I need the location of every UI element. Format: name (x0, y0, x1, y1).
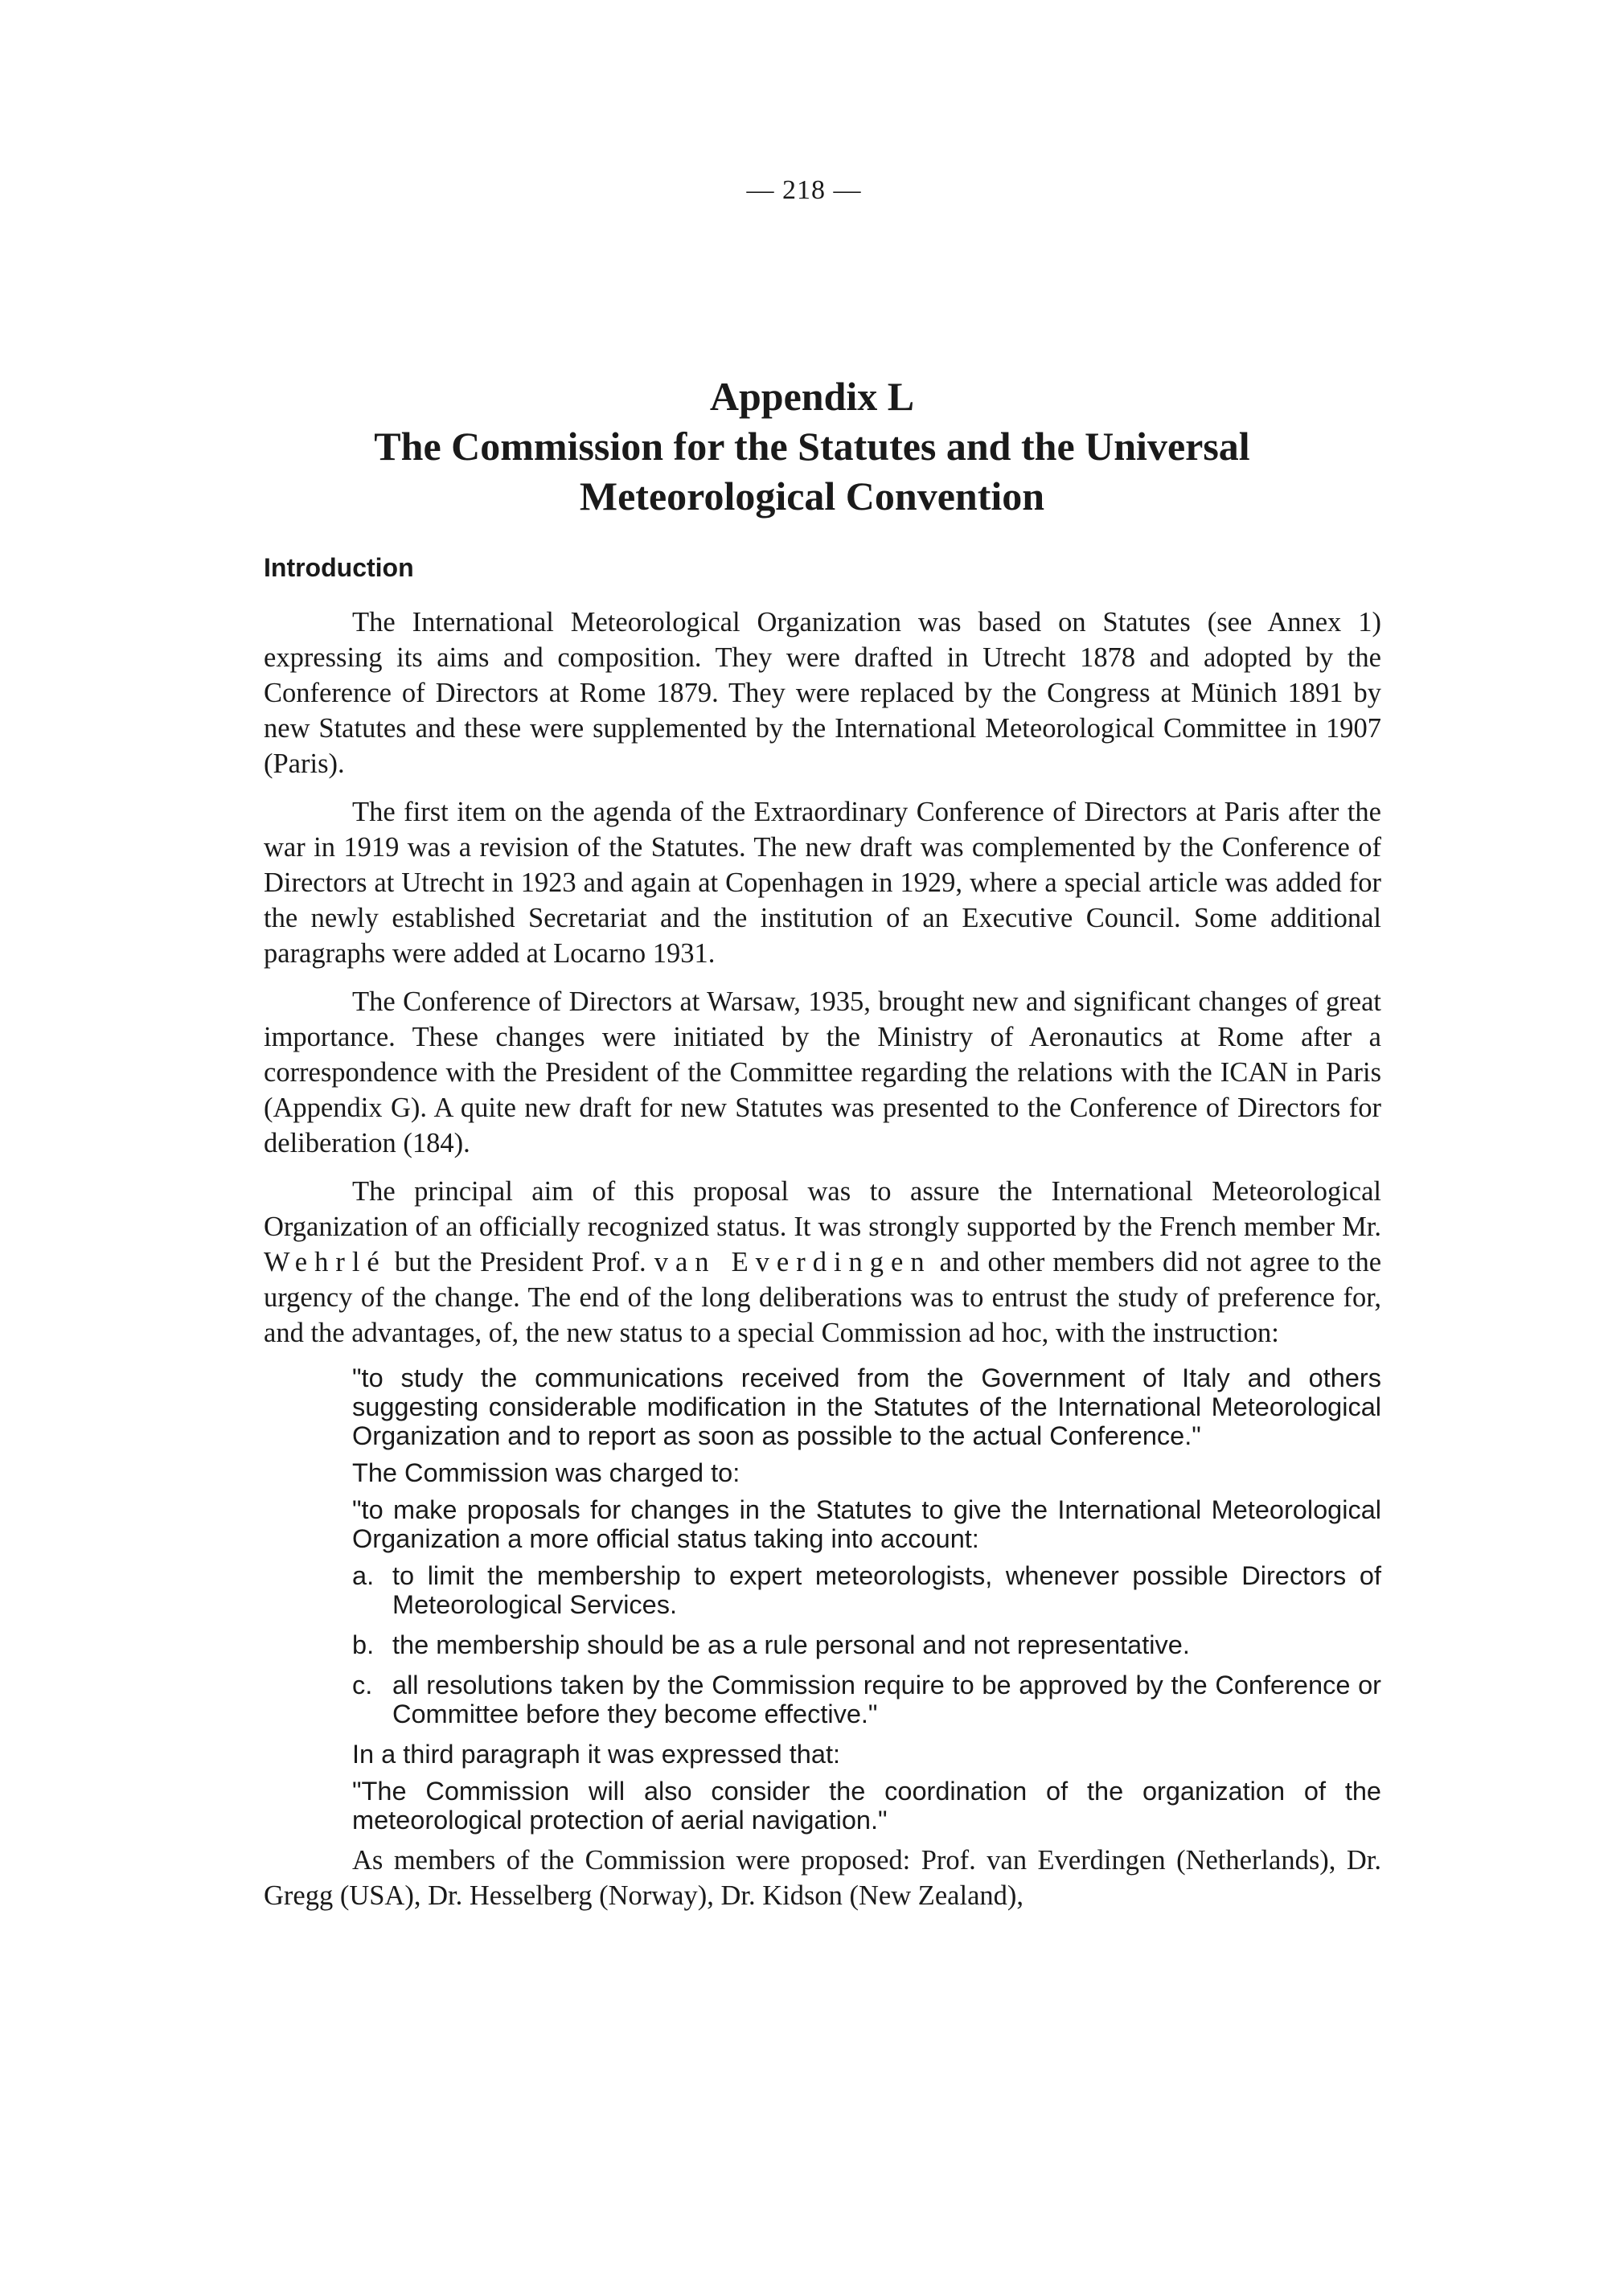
list-item-text: all resolutions taken by the Commission require to be approved by the Conference or Committee before they become effective." (392, 1671, 1381, 1728)
instruction-quote-block (352, 1363, 1381, 1835)
name-van-everdingen: van Everdingen (654, 1247, 932, 1277)
paragraph-2: The first item on the agenda of the Extraordinary Conference of Directors at Paris after the war in 1919 was a revision of the Statutes. The new draft was complemented by the Conference of Directors at Utrecht in 1923 and again at Copenhagen in 1929, where a special article was added for the newly established Secretariat and the institution of an Executive Council. Some additional paragraphs were added at Locarno 1931. (264, 797, 1381, 969)
name-wehrle: Wehrlé (264, 1247, 387, 1277)
title-appendix: Appendix L (709, 374, 915, 419)
quote-charged-to: The Commission was charged to: (352, 1458, 740, 1487)
paragraph-4-part-1: The principal aim of this proposal was to assure the International Meteorological Organization of an officially recognized status. It was strongly supported by the French member Mr. (264, 1176, 1381, 1242)
page-title (241, 371, 1383, 521)
quote-instruction: "to study the communications received from the Government of Italy and others suggesting considerable modification in the Statutes of the International Meteorological Organization and to report as soon as possible to the actual Conference." (352, 1363, 1381, 1450)
list-item-text: the membership should be as a rule personal and not representative. (392, 1630, 1190, 1659)
list-marker: c. (352, 1671, 373, 1699)
list-item-text: to limit the membership to expert meteorologists, whenever possible Directors of Meteorological Services. (392, 1561, 1381, 1619)
list-marker: b. (352, 1630, 375, 1659)
paragraph-3: The Conference of Directors at Warsaw, 1935, brought new and significant changes of great importance. These changes were initiated by the Ministry of Aeronautics at Rome after a correspondence with the President of the Committee regarding the relations with the ICAN in Paris (Appendix G). A quite new draft for new Statutes was presented to the Conference of Directors for deliberation (184). (264, 986, 1381, 1158)
list-item (352, 1671, 1381, 1728)
section-heading-introduction: Introduction (264, 553, 414, 582)
page-number: — 218 — (746, 175, 862, 205)
list-item (352, 1630, 1381, 1659)
paragraph-4-part-2: but the President Prof. (394, 1247, 646, 1277)
paragraph-4-part-3: and other members did not agree to the urgency of the change. The end of the long deliberations was to entrust the study of preference for, and the advantages, of, the new status to a special Commission ad hoc, with the instruction: (264, 1247, 1382, 1348)
paragraph-1: The International Meteorological Organization was based on Statutes (see Annex 1) expressing its aims and composition. They were drafted in Utrecht 1878 and adopted by the Conference of Directors at Rome 1879. They were replaced by the Congress at Münich 1891 by new Statutes and these were supplemented by the International Meteorological Committee in 1907 (Paris). (264, 607, 1381, 779)
list-item (352, 1561, 1381, 1619)
quote-third-paragraph: In a third paragraph it was expressed that: (352, 1740, 841, 1769)
paragraph-4 (264, 1174, 1381, 1351)
title-line-3: Meteorological Convention (579, 474, 1045, 519)
quote-proposals: "to make proposals for changes in the Statutes to give the International Meteorological Organization a more official status taking into account: (352, 1495, 1381, 1553)
quote-coordination: "The Commission will also consider the coordination of the organization of the meteorological protection of aerial navigation." (352, 1777, 1381, 1835)
body-text (264, 605, 1381, 1926)
title-line-2: The Commission for the Statutes and the Universal (374, 424, 1250, 469)
list-marker: a. (352, 1561, 375, 1590)
paragraph-members: As members of the Commission were proposed: Prof. van Everdingen (Netherlands), Dr. Gregg (USA), Dr. Hesselberg (Norway), Dr. Kidson (New Zealand), (264, 1845, 1381, 1911)
